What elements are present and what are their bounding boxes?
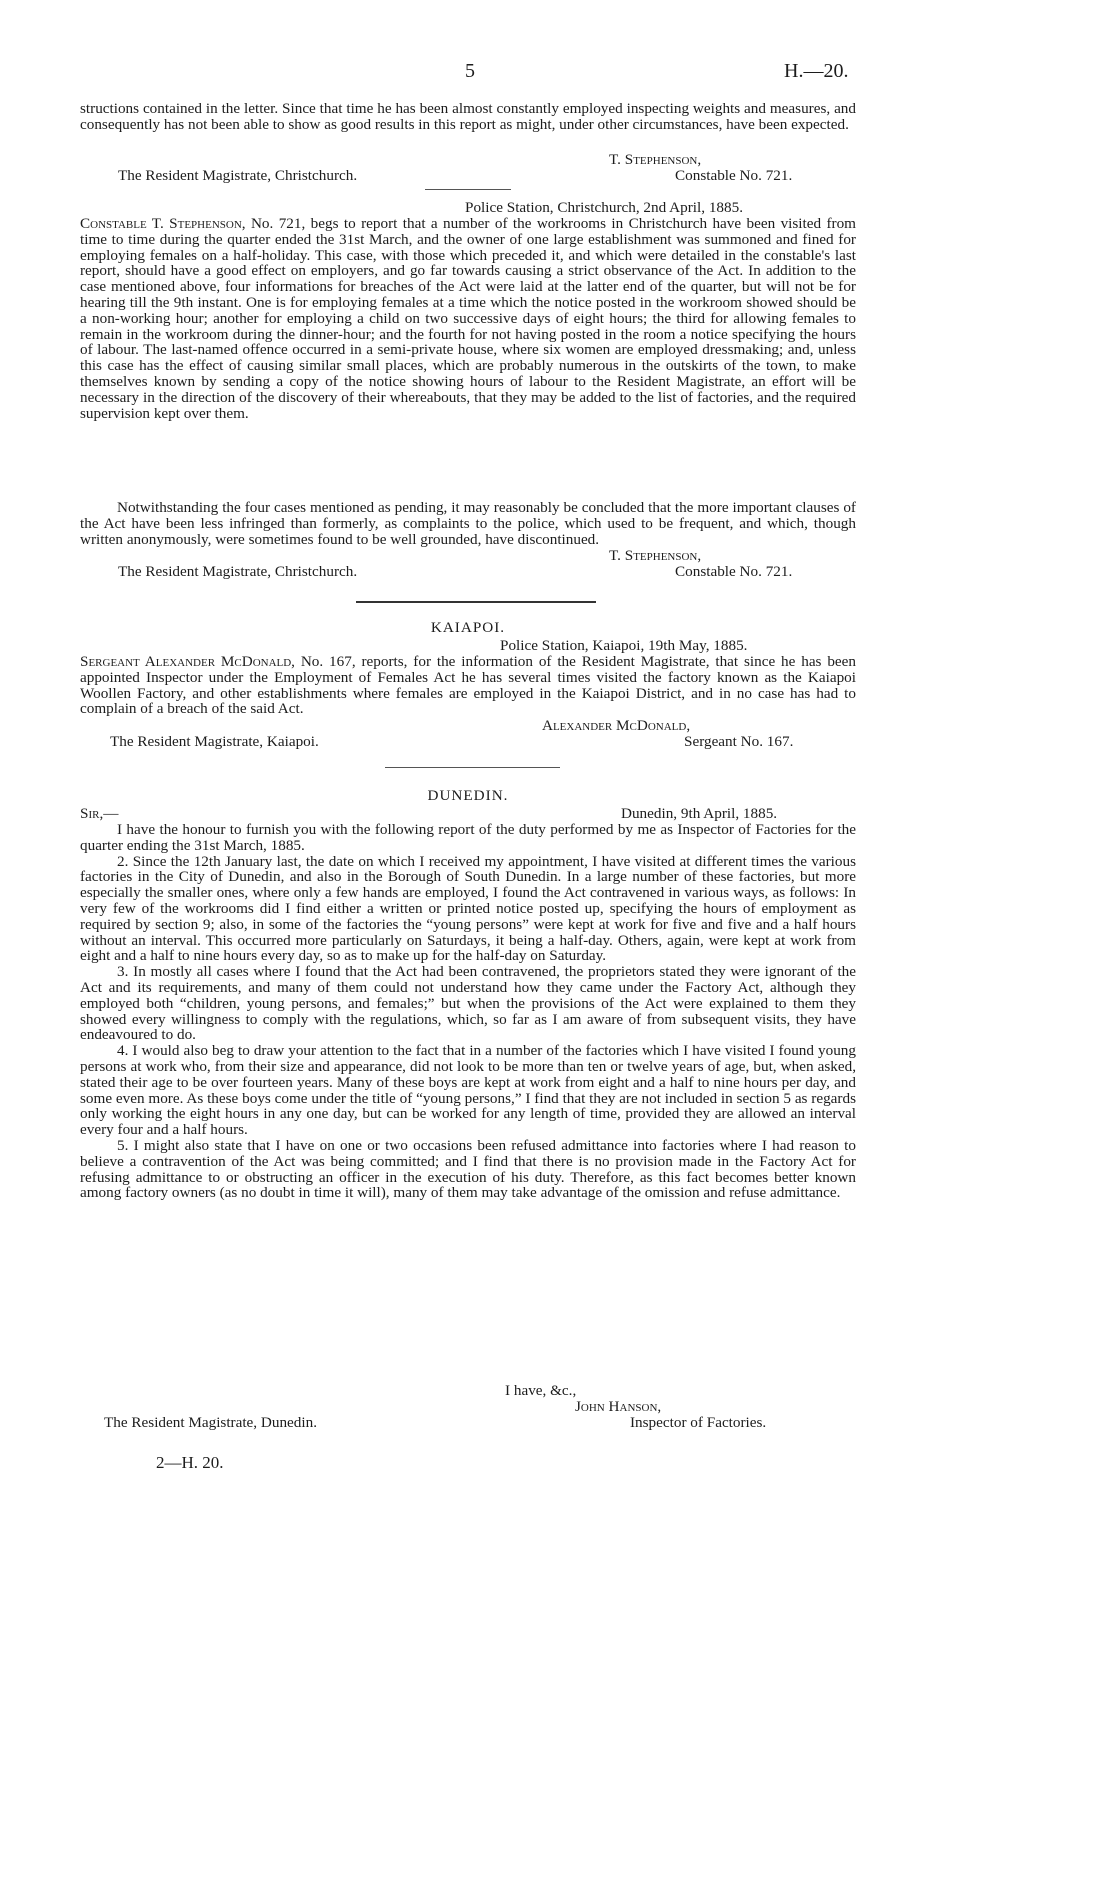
report-addressee-line	[80, 564, 856, 580]
section-divider	[425, 189, 511, 190]
report-paragraph-2: Notwithstanding the four cases mentioned as pending, it may reasonably be concluded that the more important clauses of the Act have been less infringed than formerly, as complaints to the police, which used to be frequent, and which, though written anonymously, were sometimes found to be well grounded, have discontinued.	[80, 499, 856, 548]
report-signature-line	[80, 548, 856, 564]
dunedin-dateline: Dunedin, 9th April, 1885.	[621, 805, 778, 822]
page-number: 5	[465, 60, 475, 82]
addressee: The Resident Magistrate, Christchurch.	[118, 563, 358, 580]
signature: Alexander McDonald,	[542, 717, 691, 734]
dunedin-signature-line	[80, 1399, 856, 1415]
kaiapoi-paragraph: Sergeant Alexander McDonald, No. 167, reports, for the information of the Resident Magistrate, that since he has been appointed Inspector under the Employment of Females Act he has several times visited the factory known as the Kaiapoi Woollen Factory, and other establishments where females are employed in the Kaiapoi District, and in no case has had to complain of a breach of the said Act.	[80, 653, 856, 718]
addressee: The Resident Magistrate, Kaiapoi.	[110, 733, 319, 750]
section-divider	[356, 601, 596, 603]
rank: Constable No. 721.	[675, 563, 793, 580]
report-author: Constable T. Stephenson,	[80, 215, 246, 232]
signature: John Hanson,	[575, 1398, 662, 1415]
kaiapoi-addressee-line	[80, 734, 856, 750]
continued-signature-line	[80, 152, 856, 168]
kaiapoi-author: Sergeant Alexander McDonald,	[80, 653, 295, 670]
report-paragraph-1: Constable T. Stephenson, No. 721, begs to report that a number of the workrooms in Christchurch have been visited from time to time during the quarter ended the 31st March, and the owner of one large establishment was summoned and fined for employing females on a half-holiday. This case, with those which preceded it, and which were detailed in the constable's last report, should have a good effect on employers, and go far towards causing a strict observance of the Act. In addition to the case mentioned above, four informations for breaches of the Act were laid at the latter end of the quarter, but will not be for hearing till the 9th instant. One is for employing females at a time which the notice posted in the workroom showed should be a non-working hour; another for employing a child on two successive days of eight hours; the third for allowing females to remain in the workroom during the dinner-hour; and the fourth for not having posted in the room a notice specifying the hours of labour. The last-named offence occurred in a semi-private house, where six women are employed dressmaking; and, unless this case has the effect of causing similar small places, which are probably numerous in the outskirts of the town, to make themselves known by sending a copy of the notice showing hours of labour to the Resident Magistrate, an effort will be necessary in the direction of the discovery of their whereabouts, that they may be added to the list of factories, and the required supervision kept over them.	[80, 215, 856, 422]
dunedin-paragraph-4: 4. I would also beg to draw your attention to the fact that in a number of the factories which I have visited I found young persons at work who, from their size and appearance, did not look to be more than ten or twelve years of age, but, when asked, stated their age to be over fourteen years. Many of these boys are kept at work from eight and a half to nine hours per day, and some even more. As these boys come under the title of “young persons,” I find that they are not included in section 5 as regards only working the eight hours in any one day, but can be worked for any length of time, provided they are allowed an interval every four and a half hours.	[80, 1042, 856, 1139]
signature: T. Stephenson,	[609, 547, 702, 564]
continued-paragraph: structions contained in the letter. Since that time he has been almost constantly employed inspecting weights and measures, and consequently has not been able to show as good results in this report as might, under other circumstances, have been expected.	[80, 100, 856, 133]
document-reference: H.—20.	[784, 60, 849, 82]
addressee: The Resident Magistrate, Dunedin.	[104, 1414, 317, 1431]
kaiapoi-signature-line	[80, 718, 856, 734]
dunedin-salutation-line	[80, 806, 856, 822]
dunedin-paragraph-3: 3. In mostly all cases where I found that the Act had been contravened, the proprietors stated they were ignorant of the Act and its requirements, and many of them could not understand how they came under the Factory Act, although they employed both “children, young persons, and females;” but when the provisions of the Act were explained to them they showed every willingness to comply with the regulations, which, so far as I am aware of from subsequent visits, they have endeavoured to do.	[80, 963, 856, 1044]
dunedin-paragraph-5: 5. I might also state that I have on one or two occasions been refused admittance into factories where I had reason to believe a contravention of the Act was being committed; and I find that there is no provision made in the Factory Act for refusing admittance to or obstructing an officer in the execution of his duty. Therefore, as this fact becomes better known among factory owners (as no doubt in time it will), many of them may take advantage of the omission and refuse admittance.	[80, 1136, 856, 1202]
inspector-title: Inspector of Factories.	[630, 1414, 767, 1431]
dunedin-paragraph-2: 2. Since the 12th January last, the date on which I received my appointment, I have visited at different times the various factories in the City of Dunedin, and also in the Borough of South Dunedin. In a large number of these factories, but more especially the smaller ones, where only a few hands are employed, I found the Act contravened in various ways, as follows: In very few of the workrooms did I find either a written or printed notice posted up, specifying the hours of employment as required by section 9; also, in some of the factories the “young persons” were kept at work for five and five and a half hours without an interval. This occurred more particularly on Saturdays, it being a half-day. Others, again, were kept at work from eight and a half to nine hours every day, so as to make up for the half-day on Saturday.	[80, 852, 856, 965]
rank: Constable No. 721.	[675, 167, 793, 184]
rank: Sergeant No. 167.	[684, 733, 794, 750]
signature: T. Stephenson,	[609, 151, 702, 168]
addressee: The Resident Magistrate, Christchurch.	[118, 167, 358, 184]
report-dateline: Police Station, Christchurch, 2nd April, 1885.	[465, 199, 743, 216]
salutation: Sir,—	[80, 805, 119, 822]
dunedin-addressee-line	[80, 1415, 856, 1431]
signature-mark: 2—H. 20.	[156, 1453, 224, 1472]
continued-addressee-line	[80, 168, 856, 184]
dunedin-closing-line	[80, 1383, 856, 1399]
section-divider	[385, 767, 560, 768]
closing: I have, &c.,	[505, 1382, 577, 1399]
dunedin-paragraph-1: I have the honour to furnish you with the following report of the duty performed by me as Inspector of Factories for the quarter ending the 31st March, 1885.	[80, 821, 856, 854]
section-heading-dunedin: DUNEDIN.	[427, 787, 509, 804]
dunedin-body	[80, 822, 856, 1201]
section-heading-kaiapoi: KAIAPOI.	[430, 619, 506, 636]
kaiapoi-dateline: Police Station, Kaiapoi, 19th May, 1885.	[500, 637, 748, 654]
